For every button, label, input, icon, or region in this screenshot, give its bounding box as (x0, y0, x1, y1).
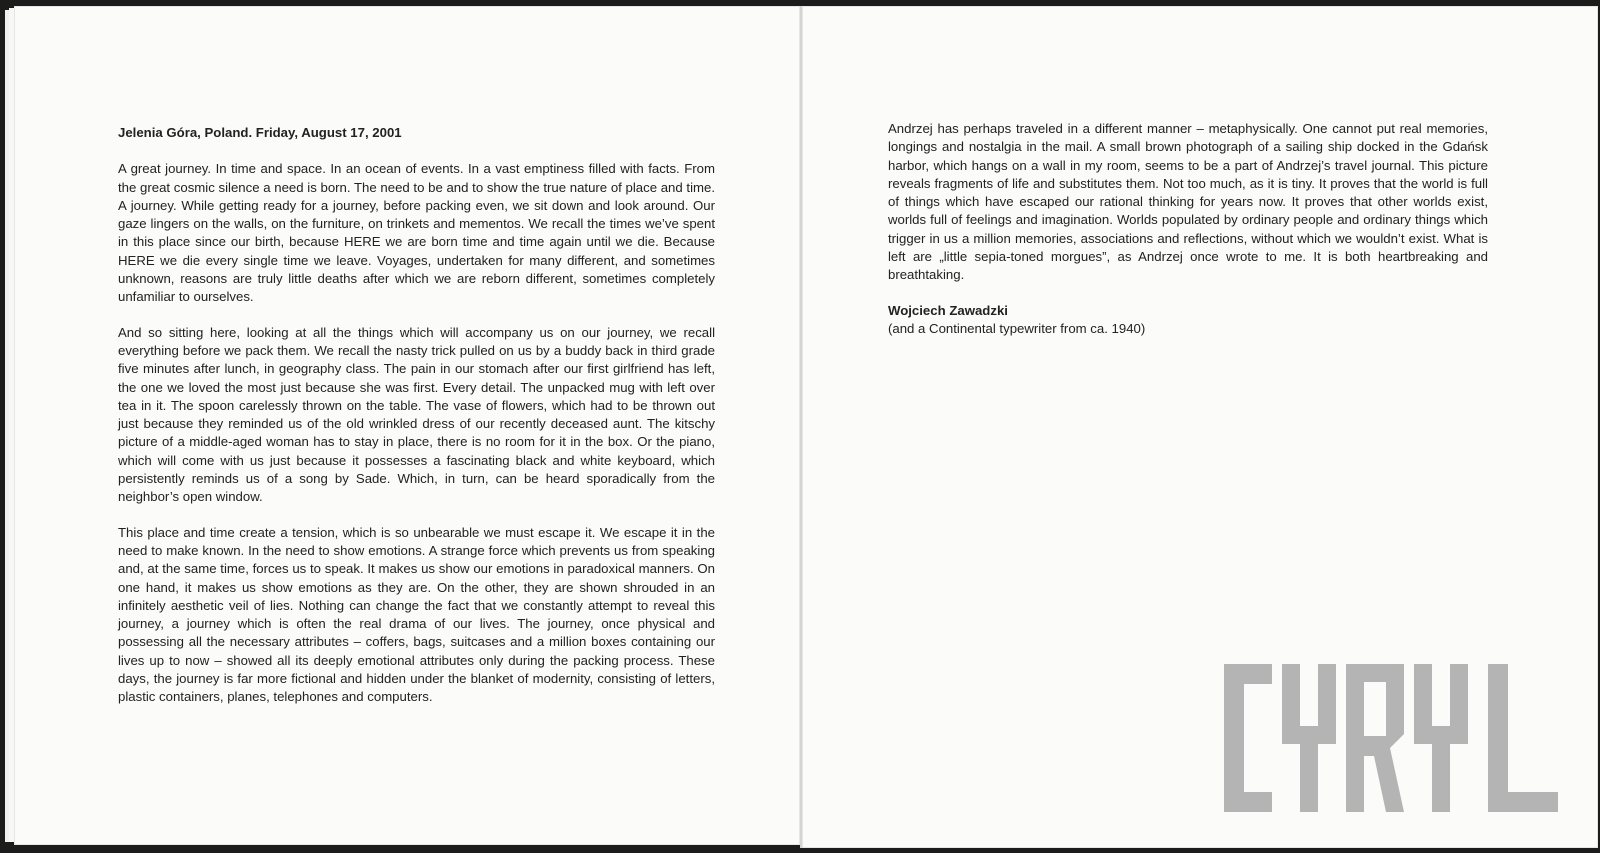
right-text-column (888, 120, 1488, 338)
left-text-column (118, 120, 715, 724)
logo-letter-y (1414, 664, 1468, 812)
paragraph: This place and time create a tension, which is so unbearable we must escape it. We escape it in the need to make known. In the need to show emotions. A strange force which prevents us from speaking and, at the same time, forces us to speak. It makes us show our emotions in paradoxical manners. On one hand, it makes us show emotions as they are. On the other, they are shown shrouded in an infinitely aesthetic veil of lies. Nothing can change the fact that we constantly attempt to reveal this journey, a journey which is often the real drama of our lives. The journey, once physical and possessing all the necessary attributes – coffers, bags, suitcases and a million boxes containing our lives up to now – showed all its deeply emotional attributes only during the packing process. These days, the journey is far more fictional and hidden under the blanket of modernity, consisting of letters, plastic containers, planes, telephones and computers. (118, 524, 715, 705)
logo-letter-c (1224, 664, 1272, 812)
paragraph: And so sitting here, looking at all the things which will accompany us on our journey, we recall everything before we pack them. We recall the nasty trick pulled on us by a buddy back in third grade five minutes after lunch, in geography class. The pain in our stomach after our first girlfriend has left, the one we loved the most just because she was first. Every detail. The unpacked mug with left over tea in it. The spoon carelessly thrown on the table. The vase of flowers, which had to be thrown out just because they reminded us of the old wrinkled dress of our recently deceased aunt. The kitschy picture of a middle-aged woman has to stay in place, there is no room for it in the box. Or the piano, which will come with us just because it possesses a fascinating black and white keyboard, which persistently reminds us of a song by Sade. Which, in turn, can be heard sporadically from the neighbor’s open window. (118, 324, 715, 505)
signature-name: Wojciech Zawadzki (888, 302, 1008, 318)
paragraph: Andrzej has perhaps traveled in a different manner – metaphysically. One cannot put real memories, longings and nostalgia in the mail. A small brown photograph of a sailing ship docked in the Gdańsk harbor, which hangs on a wall in my room, seems to be a part of Andrzej’s travel journal. This picture reveals fragments of life and substitutes them. Not too much, as it is tiny. It proves that the world is full of things which have escaped our rational thinking for years now. It proves that other worlds exist, worlds full of feelings and imagination. Worlds populated by ordinary people and ordinary things which trigger in us a million memories, associations and reflections, without which we wouldn’t exist. What is left are „little sepia-toned morgues”, as Andrzej once wrote to me. It is both heartbreaking and breathtaking. (888, 121, 1488, 283)
logo-letter-l (1488, 664, 1558, 812)
logo-letter-r (1346, 664, 1404, 812)
paragraph: A great journey. In time and space. In an ocean of events. In a vast emptiness filled with facts. From the great cosmic silence a need is born. The need to be and to show the true nature of place and time. A journey. While getting ready for a journey, before packing even, we sit down and look around. Our gaze lingers on the walls, on the furniture, on trinkets and mementos. We recall the times we’ve spent in this place since our birth, because HERE we are born time and time again until we die. Because HERE we die every single time we leave. Voyages, undertaken for many different, and sometimes unknown, reasons are truly little deaths after which we are reborn different, sometimes completely unfamiliar to ourselves. (118, 161, 715, 305)
signature-note: (and a Continental typewriter from ca. 1940) (888, 320, 1146, 336)
cyryl-watermark-logo (1224, 664, 1558, 812)
logo-letter-y (1282, 664, 1336, 812)
page-heading: Jelenia Góra, Poland. Friday, August 17, 2001 (118, 125, 402, 140)
